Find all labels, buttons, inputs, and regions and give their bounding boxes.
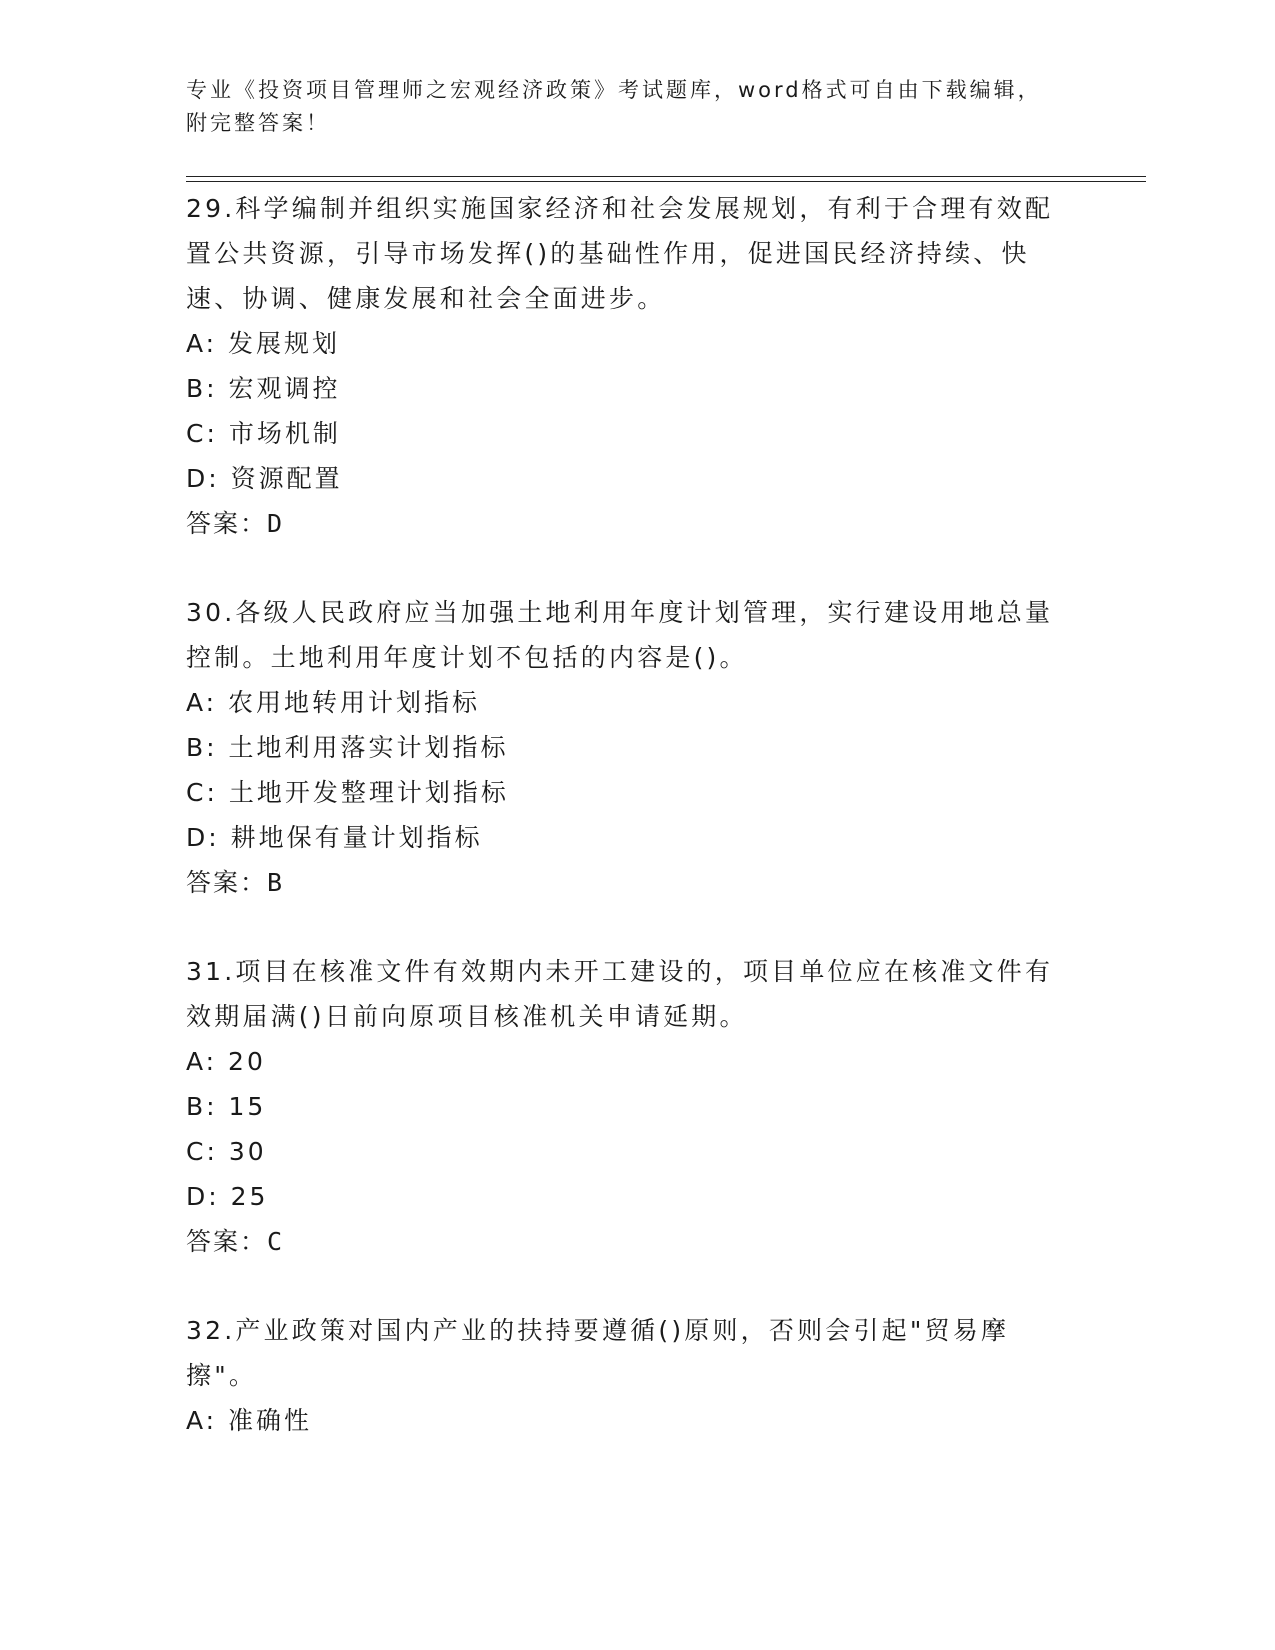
answer-value: D [267,509,285,538]
option-b: B: 宏观调控 [186,374,341,403]
option-a: A: 准确性 [186,1406,313,1435]
option-d: D: 25 [186,1182,269,1211]
option-d: D: 耕地保有量计划指标 [186,823,483,852]
option-b: B: 15 [186,1092,267,1121]
header-divider-bottom [186,181,1146,182]
answer-label: 答案： [186,509,268,538]
question-list [186,186,1086,1487]
answer-value: B [267,868,285,897]
header-line-2: 附完整答案！ [186,111,330,135]
document-header [186,74,1086,140]
question-text: 32.产业政策对国内产业的扶持要遵循()原则，否则会引起"贸易摩擦"。 [186,1316,1010,1390]
answer-line [186,860,1086,905]
option-d: D: 资源配置 [186,464,343,493]
question-text: 29.科学编制并组织实施国家经济和社会发展规划，有利于合理有效配置公共资源，引导市场发挥()的基础性作用，促进国民经济持续、快速、协调、健康发展和社会全面进步。 [186,194,1054,313]
option-c: C: 30 [186,1137,267,1166]
answer-line [186,1219,1086,1264]
answer-line [186,501,1086,546]
question-31 [186,949,1086,1264]
document-page [186,0,1146,1650]
answer-value: C [267,1227,285,1256]
answer-label: 答案： [186,868,268,897]
option-c: C: 市场机制 [186,419,341,448]
question-30 [186,590,1086,905]
option-a: A: 发展规划 [186,329,341,358]
option-b: B: 土地利用落实计划指标 [186,733,509,762]
option-a: A: 20 [186,1047,266,1076]
question-text: 30.各级人民政府应当加强土地利用年度计划管理，实行建设用地总量控制。土地利用年度计划不包括的内容是()。 [186,598,1054,672]
header-divider-top [186,176,1146,177]
question-29 [186,186,1086,546]
header-line-1: 专业《投资项目管理师之宏观经济政策》考试题库，word格式可自由下载编辑， [186,78,1042,102]
question-text: 31.项目在核准文件有效期内未开工建设的，项目单位应在核准文件有效期届满()日前向原项目核准机关申请延期。 [186,957,1054,1031]
option-c: C: 土地开发整理计划指标 [186,778,509,807]
option-a: A: 农用地转用计划指标 [186,688,481,717]
answer-label: 答案： [186,1227,268,1256]
question-32 [186,1308,1086,1443]
